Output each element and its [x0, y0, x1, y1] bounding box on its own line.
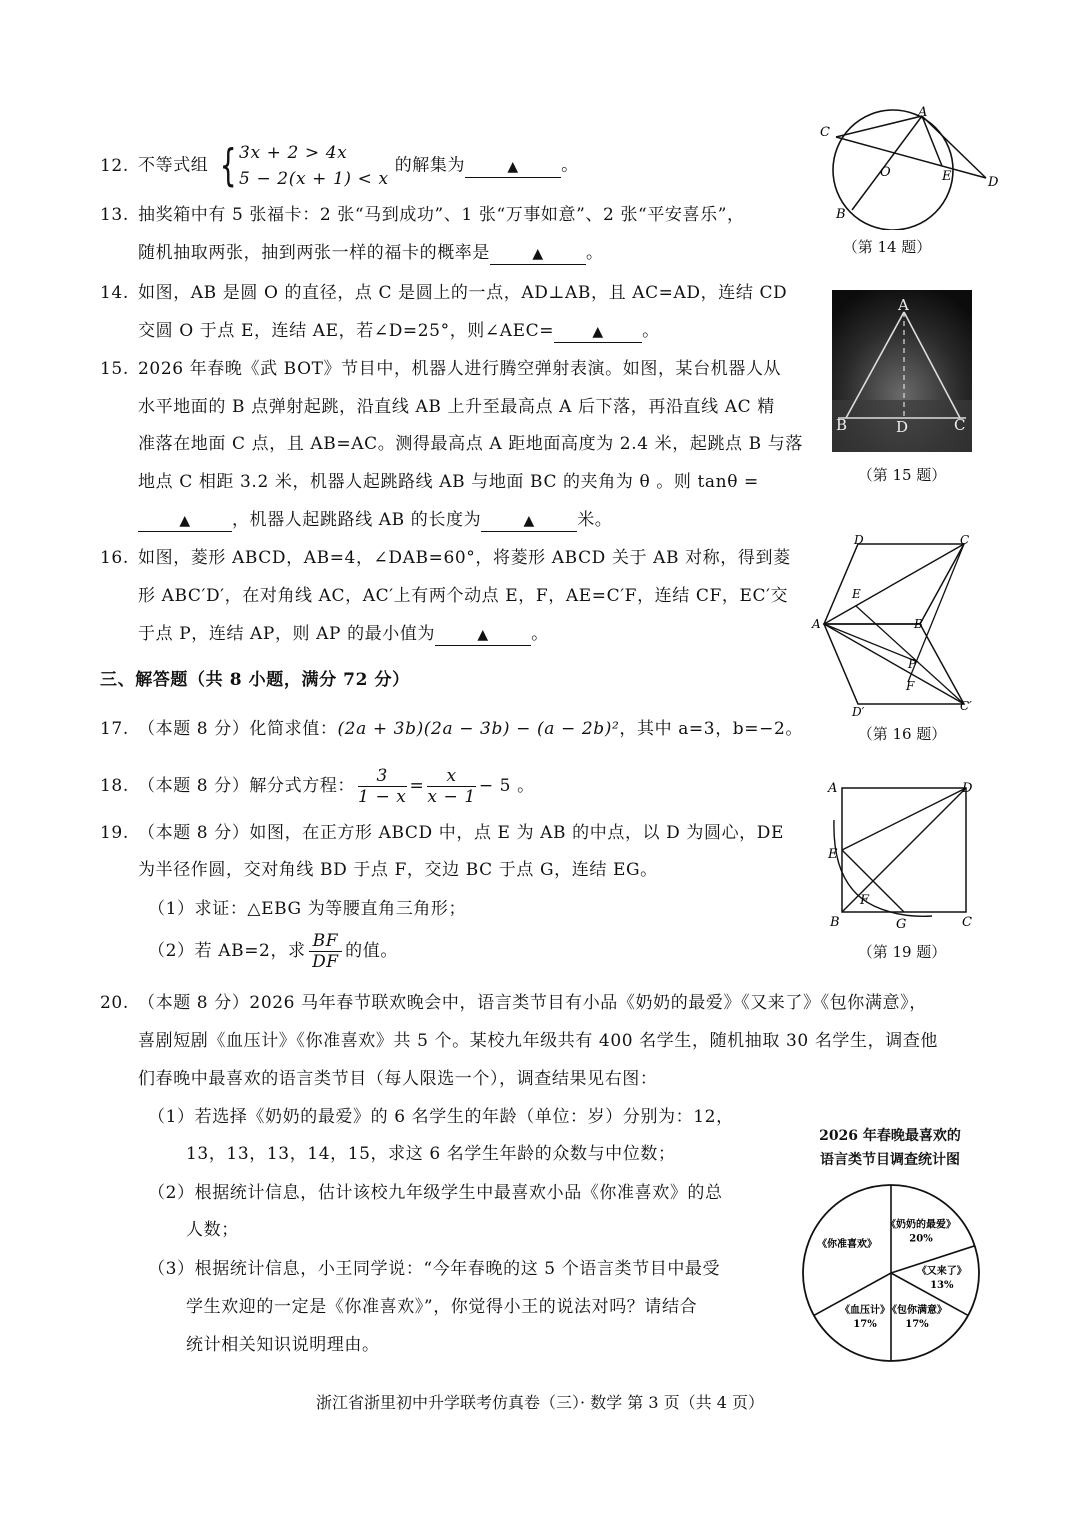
label-c: C — [954, 416, 966, 434]
question-text: 的值。 — [345, 941, 398, 961]
question-17 — [100, 716, 803, 742]
triangle-marker: ▲ — [179, 513, 191, 529]
label-c: C — [960, 533, 970, 547]
question-number: 19. — [100, 823, 129, 843]
question-20-sub1b: 13，13，13，14，15，求这 6 名学生年龄的众数与中位数； — [186, 1144, 676, 1164]
pie-slice-name: 《包你满意》 — [886, 1304, 947, 1316]
question-14 — [100, 280, 787, 306]
denominator: DF — [312, 952, 339, 972]
question-text: 如图，菱形 ABCD，AB=4，∠DAB=60°，将菱形 ABCD 关于 AB 对称，得到菱 — [138, 548, 791, 568]
question-19-line2: 为半径作圆，交对角线 BD 于点 F，交边 BC 于点 G，连结 EG。 — [138, 860, 658, 880]
question-text: （本题 8 分）如图，在正方形 ABCD 中，点 E 为 AB 的中点，以 D 为圆心，DE — [138, 823, 785, 843]
label-e: E — [942, 169, 952, 184]
question-text: 如图，AB 是圆 O 的直径，点 C 是圆上的一点，AD⊥AB，且 AC=AD，连结 CD — [138, 283, 788, 303]
label-a: A — [918, 105, 928, 120]
numerator: BF — [309, 931, 343, 952]
question-number: 16. — [100, 548, 129, 568]
figure-15-caption: （第 15 题） — [857, 466, 947, 484]
triangle-marker: ▲ — [592, 324, 604, 340]
question-19 — [100, 820, 784, 846]
question-text: ，机器人起跳路线 AB 的长度为 — [232, 510, 482, 530]
question-text: 交圆 O 于点 E，连结 AE，若∠D=25°，则∠AEC= — [138, 321, 555, 341]
triangle-marker: ▲ — [523, 513, 535, 529]
fraction-2 — [427, 766, 475, 807]
diagonal-acprime — [824, 624, 964, 704]
question-20 — [100, 990, 927, 1016]
question-text: （本题 8 分）解分式方程： — [138, 776, 356, 796]
label-e: E — [828, 847, 838, 862]
figure-19-caption: （第 19 题） — [857, 943, 947, 961]
pie-slice-percent: 17% — [905, 1318, 929, 1330]
pie-slice-percent: 20% — [909, 1233, 933, 1245]
question-20-sub1a: （1）若选择《奶奶的最爱》的 6 名学生的年龄（单位：岁）分别为：12， — [148, 1107, 734, 1127]
label-a: A — [898, 296, 909, 314]
question-20-sub3a: （3）根据统计信息，小王同学说：“今年春晚的这 5 个语言类节目中最受 — [148, 1259, 721, 1279]
inequality-2: 5 − 2(x + 1) < x — [239, 169, 389, 189]
punct: 米。 — [577, 510, 613, 530]
label-cprime: C′ — [960, 699, 972, 713]
question-12 — [100, 140, 579, 192]
label-o: O — [880, 165, 891, 180]
inequality-system — [239, 140, 389, 192]
punct: 。 — [531, 624, 549, 644]
question-text: − 5 。 — [478, 776, 535, 796]
segment-de — [842, 788, 966, 850]
answer-blank[interactable] — [465, 156, 561, 178]
section-title: 三、解答题（共 8 小题，满分 72 分） — [100, 670, 410, 690]
label-f: F — [860, 893, 870, 908]
question-text: （本题 8 分）2026 马年春节联欢晚会中，语言类节目有小品《奶奶的最爱》《又来了》《包你满意》， — [138, 993, 927, 1013]
denominator: 1 − x — [358, 787, 407, 807]
equals-sign: = — [409, 776, 425, 796]
answer-blank[interactable] — [554, 321, 642, 343]
pie-slice-name: 《血压计》 — [840, 1304, 891, 1316]
label-b: B — [830, 915, 840, 930]
page-footer: 浙江省浙里初中升学联考仿真卷（三）· 数学 第 3 页（共 4 页） — [316, 1393, 764, 1412]
label-p: P — [908, 657, 917, 671]
denominator: x − 1 — [427, 787, 476, 807]
triangle-marker: ▲ — [507, 158, 519, 175]
question-20-sub2b: 人数； — [186, 1220, 239, 1240]
question-14-line2 — [138, 318, 660, 344]
brace-icon: { — [220, 140, 238, 191]
label-c: C — [820, 125, 830, 140]
chart-subtitle: 语言类节目调查统计图 — [820, 1152, 960, 1168]
label-b: B — [836, 416, 848, 434]
pie-slice-name: 《奶奶的最爱》 — [886, 1219, 957, 1231]
question-number: 15. — [100, 359, 129, 379]
question-20-line2: 喜剧短剧《血压计》《你准喜欢》共 5 个。某校九年级共有 400 名学生，随机抽取 30 名学生，调查他 — [138, 1031, 939, 1051]
fraction — [309, 931, 343, 972]
question-16-line3 — [138, 621, 549, 647]
question-16 — [100, 545, 791, 571]
pie-slice-name: 《你准喜欢》 — [817, 1239, 878, 1251]
question-text: 2026 年春晚《武 BOT》节目中，机器人进行腾空弹射表演。如图，某台机器人从 — [138, 359, 782, 379]
label-a: A — [812, 617, 821, 631]
question-number: 13. — [100, 205, 129, 225]
question-16-line2: 形 ABC′D′，在对角线 AC，AC′上有两个动点 E，F，AE=C′F，连结 CF，EC′交 — [138, 586, 789, 606]
question-number: 18. — [100, 776, 129, 796]
question-20-sub3c: 统计相关知识说明理由。 — [186, 1335, 380, 1355]
answer-blank-1[interactable] — [138, 510, 232, 532]
punct: 。 — [561, 155, 579, 176]
numerator: x — [427, 766, 475, 787]
question-text: 于点 P，连结 AP，则 AP 的最小值为 — [138, 624, 436, 644]
label-d: D — [854, 533, 864, 547]
question-number: 12. — [100, 155, 129, 176]
label-b: B — [914, 617, 923, 631]
pie-chart — [796, 1178, 986, 1368]
question-18 — [100, 763, 535, 809]
figure-14-caption: （第 14 题） — [842, 238, 932, 256]
diagonal-ac — [824, 544, 964, 624]
answer-blank[interactable] — [490, 243, 586, 265]
label-f: F — [906, 679, 915, 693]
question-15-line5 — [138, 507, 612, 533]
question-19-sub2 — [148, 928, 398, 974]
arc-circle-d — [834, 820, 932, 916]
label-a: A — [828, 781, 838, 796]
label-g: G — [896, 917, 907, 932]
question-15-line4: 地点 C 相距 3.2 米，机器人起跳路线 AB 与地面 BC 的夹角为 θ 。则 tanθ = — [138, 472, 759, 492]
label-e: E — [852, 587, 861, 601]
question-20-sub3b: 学生欢迎的一定是《你准喜欢》”，你觉得小王的说法对吗？请结合 — [186, 1297, 698, 1317]
segment-cd — [836, 137, 986, 178]
question-text: 随机抽取两张，抽到两张一样的福卡的概率是 — [138, 243, 490, 263]
question-20-line3: 们春晚中最喜欢的语言类节目（每人限选一个），调查结果见右图： — [138, 1069, 658, 1089]
label-d: D — [962, 781, 973, 796]
triangle-marker: ▲ — [532, 246, 544, 262]
numerator: 3 — [358, 766, 406, 787]
question-15 — [100, 356, 781, 382]
question-number: 20. — [100, 993, 129, 1013]
question-13-line2 — [138, 240, 604, 266]
label-c: C — [962, 915, 972, 930]
expression: (2a + 3b)(2a − 3b) − (a − 2b)² — [337, 719, 620, 739]
figure-19 — [820, 776, 990, 936]
pie-slice-name: 《又来了》 — [916, 1265, 967, 1277]
question-number: 14. — [100, 283, 129, 303]
label-d: D — [988, 175, 999, 190]
question-text: 不等式组 — [138, 155, 209, 176]
pie-slice-percent: 13% — [930, 1279, 954, 1291]
chart-title-block — [790, 1124, 990, 1172]
label-b: B — [836, 207, 846, 222]
inequality-1: 3x + 2 > 4x — [239, 143, 348, 163]
pie-slice-percent: 17% — [853, 1318, 877, 1330]
figure-15-photo — [832, 290, 972, 452]
figure-14 — [812, 100, 1012, 230]
question-text: ，其中 a=3，b=−2。 — [619, 719, 803, 739]
punct: 。 — [586, 243, 604, 263]
punct: 。 — [642, 321, 660, 341]
question-text: 的解集为 — [394, 155, 466, 176]
question-text: （本题 8 分）化简求值： — [138, 719, 338, 739]
label-dprime: D′ — [852, 705, 865, 719]
question-15-line2: 水平地面的 B 点弹射起跳，沿直线 AB 上升至最高点 A 后下落，再沿直线 AC 精 — [138, 397, 775, 417]
answer-blank[interactable] — [435, 624, 531, 646]
question-15-line3: 准落在地面 C 点，且 AB=AC。测得最高点 A 距地面高度为 2.4 米，起跳点 B 与落 — [138, 434, 803, 454]
question-13 — [100, 202, 745, 228]
fraction-1 — [358, 766, 406, 807]
figure-16 — [806, 530, 986, 720]
question-19-sub1: （1）求证：△EBG 为等腰直角三角形； — [148, 899, 467, 919]
triangle-marker: ▲ — [477, 627, 489, 643]
question-text: （2）若 AB=2，求 — [148, 941, 306, 961]
question-text: 抽奖箱中有 5 张福卡：2 张“马到成功”、1 张“万事如意”、2 张“平安喜乐”， — [138, 205, 745, 225]
question-number: 17. — [100, 719, 129, 739]
chart-title: 2026 年春晚最喜欢的 — [819, 1128, 961, 1144]
figure-16-caption: （第 16 题） — [857, 725, 947, 743]
answer-blank-2[interactable] — [481, 510, 577, 532]
label-d: D — [896, 418, 909, 436]
question-20-sub2a: （2）根据统计信息，估计该校九年级学生中最喜欢小品《你准喜欢》的总 — [148, 1183, 723, 1203]
